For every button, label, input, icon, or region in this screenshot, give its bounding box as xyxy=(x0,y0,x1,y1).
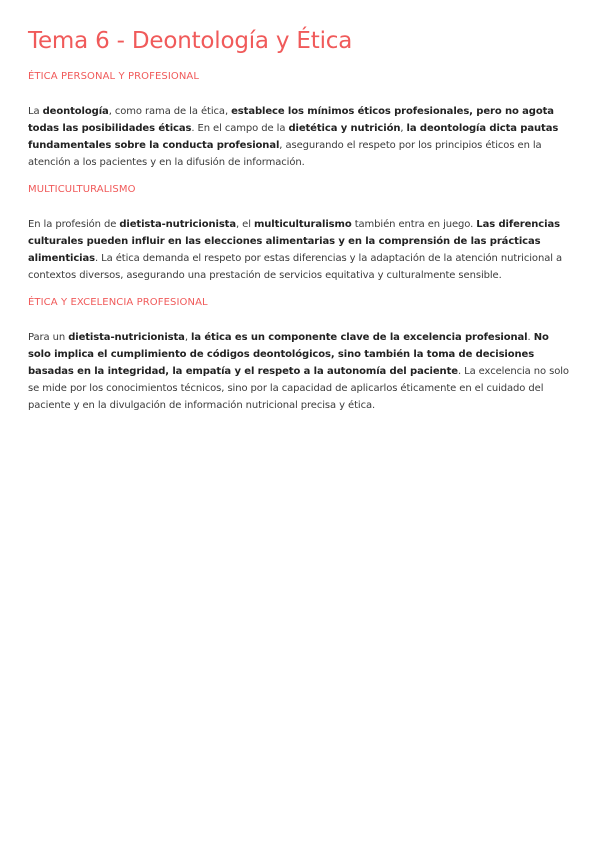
text-run: también entra en juego. xyxy=(351,219,477,230)
text-run: . La ética demanda el respeto por estas diferencias y la adaptación de la atención nutricional a contextos diversos, asegurando una prestación de servicios equitativa y culturalmente sensible. xyxy=(28,253,563,281)
text-run: , xyxy=(400,123,407,134)
section-paragraph xyxy=(28,329,572,414)
bold-run: la deontología dicta pautas fundamentales sobre la conducta profesional xyxy=(28,123,559,151)
text-run: . En el campo de la xyxy=(191,123,289,134)
text-run: Para un xyxy=(28,332,69,343)
section-heading: ÉTICA Y EXCELENCIA PROFESIONAL xyxy=(28,297,208,308)
text-run: , xyxy=(184,332,191,343)
bold-run: dietética y nutrición xyxy=(288,123,401,134)
bold-run: No solo implica el cumplimiento de códigos deontológicos, sino también la toma de decisiones basadas en la integridad, la empatía y el respeto a la autonomía del paciente xyxy=(28,332,549,377)
bold-run: la ética es un componente clave de la excelencia profesional xyxy=(191,332,528,343)
page-title: Tema 6 - Deontología y Ética xyxy=(28,28,353,54)
bold-run: deontología xyxy=(42,106,109,117)
section-etica-excelencia xyxy=(28,296,572,414)
text-run: . xyxy=(527,332,534,343)
bold-run: dietista-nutricionista xyxy=(68,332,185,343)
text-run: , asegurando el respeto por los principios éticos en la atención a los pacientes y en la difusión de información. xyxy=(28,140,542,168)
section-etica-personal xyxy=(28,70,572,171)
section-paragraph xyxy=(28,103,572,171)
text-run: , como rama de la ética, xyxy=(108,106,232,117)
text-run: En la profesión de xyxy=(28,219,120,230)
bold-run: establece los mínimos éticos profesionales, pero no agota todas las posibilidades éticas xyxy=(28,106,554,134)
text-run: La xyxy=(28,106,43,117)
section-paragraph xyxy=(28,216,572,284)
document-page xyxy=(28,24,572,426)
bold-run: multiculturalismo xyxy=(253,219,352,230)
text-run: . La excelencia no solo se mide por los conocimientos técnicos, sino por la capacidad de aplicarlos éticamente en el cuidado del paciente y en la divulgación de información nutricional precisa y ética. xyxy=(28,366,569,411)
text-run: , el xyxy=(236,219,254,230)
section-heading: MULTICULTURALISMO xyxy=(28,184,136,195)
bold-run: dietista-nutricionista xyxy=(119,219,236,230)
section-multiculturalismo xyxy=(28,183,572,284)
section-heading: ÉTICA PERSONAL Y PROFESIONAL xyxy=(28,71,200,82)
bold-run: Las diferencias culturales pueden influir en las elecciones alimentarias y en la comprensión de las prácticas alimenticias xyxy=(28,219,560,264)
